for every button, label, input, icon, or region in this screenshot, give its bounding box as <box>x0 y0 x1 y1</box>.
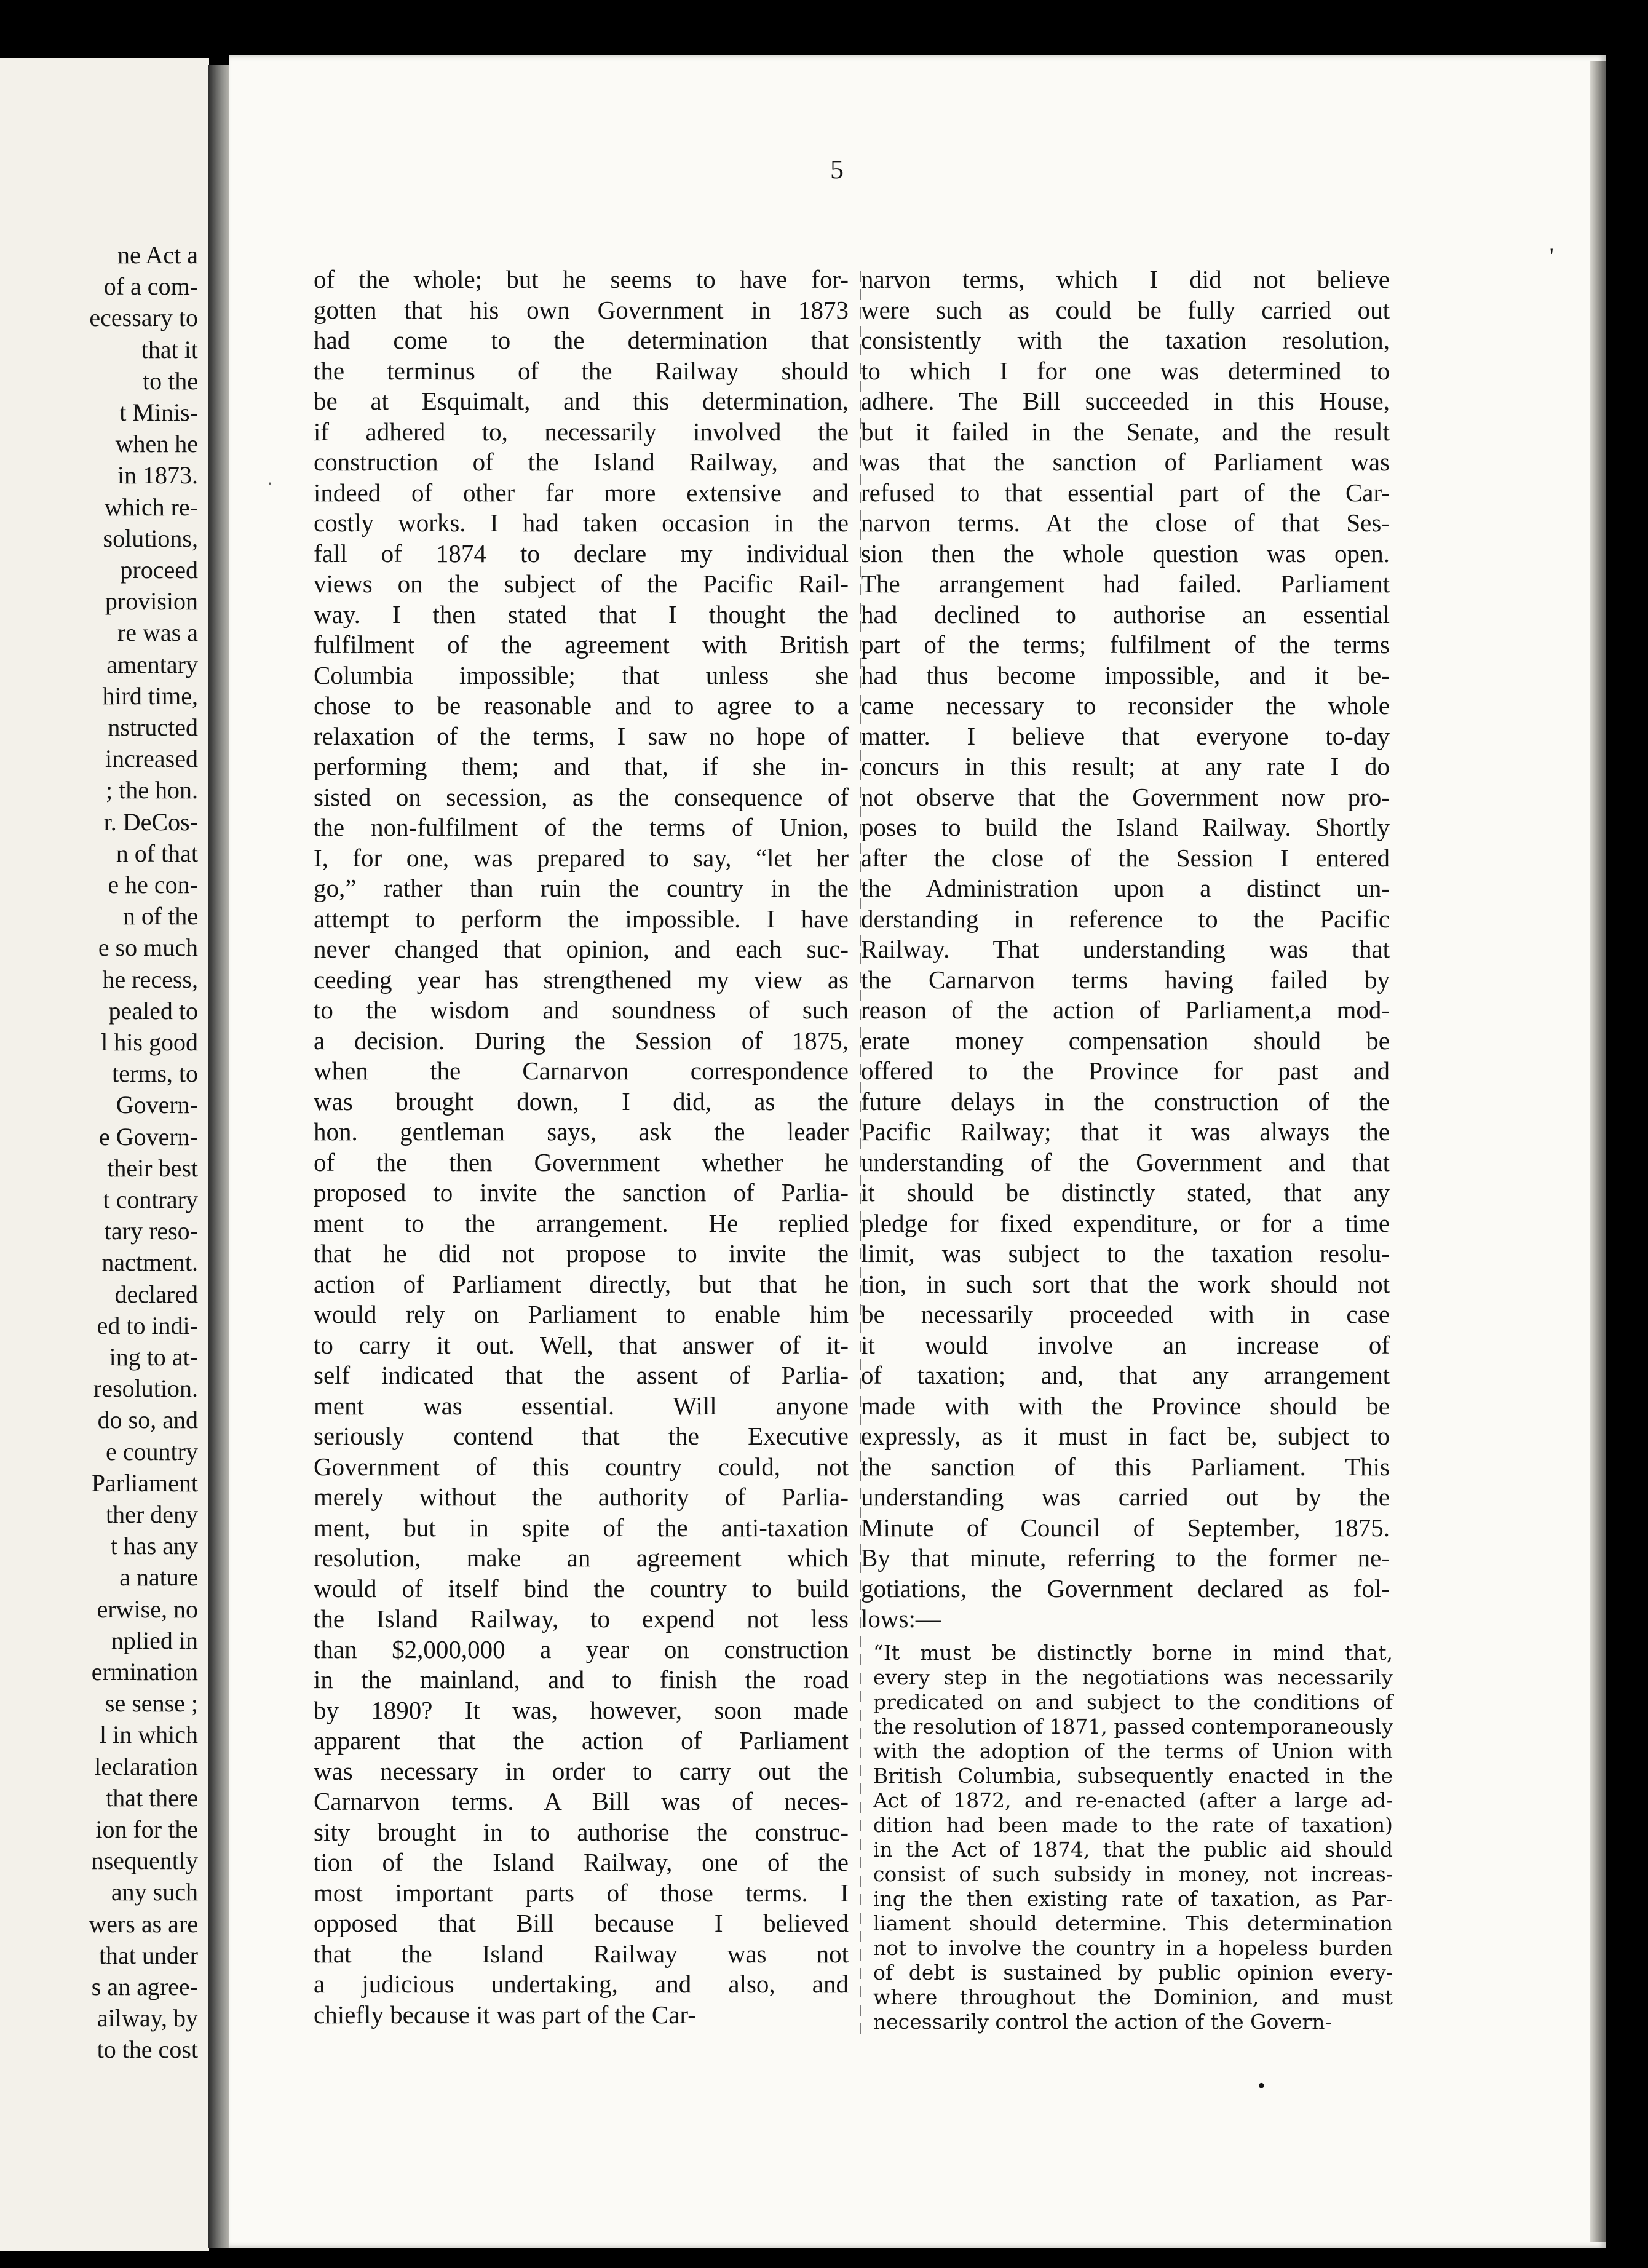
text-line: ceeding year has strengthened my view as <box>314 965 849 994</box>
text-line: chiefly because it was part of the Car- <box>314 2000 696 2029</box>
text-line: construction of the Island Railway, and <box>314 448 849 476</box>
text-line: consistently with the taxation resolution, <box>861 326 1390 354</box>
fragment-line: wers as are <box>89 1909 198 1938</box>
text-line: of the whole; but he seems to have for- <box>314 265 849 293</box>
quote-line: where throughout the Dominion, and must <box>873 1985 1393 2009</box>
fragment-line: ther deny <box>106 1501 198 1528</box>
quote-line: with the adoption of the terms of Union with <box>873 1739 1393 1763</box>
text-line: Railway. That understanding was that <box>861 935 1390 963</box>
fragment-line: t has any <box>110 1532 198 1560</box>
text-line: action of Parliament directly, but that he <box>314 1269 849 1298</box>
fragment-line: t contrary <box>103 1186 198 1213</box>
fragment-line: nsequently <box>91 1847 198 1875</box>
ink-speck: ' <box>1550 244 1554 268</box>
fragment-line: leclaration <box>94 1752 198 1780</box>
text-line: tion, in such sort that the work should not <box>861 1269 1390 1298</box>
text-line: Carnarvon terms. A Bill was of neces- <box>314 1787 849 1815</box>
text-line: in the mainland, and to finish the road <box>314 1665 849 1694</box>
quote-line: of debt is sustained by public opinion every- <box>873 1961 1393 1984</box>
fragment-line: ion for the <box>95 1815 198 1843</box>
text-line: merely without the authority of Parlia- <box>314 1483 849 1511</box>
text-line: resolution, make an agreement which <box>314 1544 849 1572</box>
quote-line: dition had been made to the rate of taxation) <box>873 1813 1393 1837</box>
fragment-line: n of that <box>116 839 198 867</box>
text-line: was brought down, I did, as the <box>314 1087 849 1116</box>
fragment-line: tary reso- <box>104 1217 198 1245</box>
text-line: that the Island Railway was not <box>314 1939 849 1968</box>
quote-line: not to involve the country in a hopeless burden <box>873 1936 1393 1960</box>
text-line: than $2,000,000 a year on construction <box>314 1635 849 1663</box>
text-line: matter. I believe that everyone to-day <box>861 721 1390 750</box>
fragment-line: in 1873. <box>117 461 198 490</box>
text-line: sisted on secession, as the consequence of <box>314 782 849 811</box>
text-line: of the then Government whether he <box>314 1148 849 1176</box>
text-line: not observe that the Government now pro- <box>861 782 1390 811</box>
text-line: proposed to invite the sanction of Parlia- <box>314 1178 849 1207</box>
quote-line: necessarily control the action of the Govern- <box>873 2010 1332 2034</box>
fragment-line: that it <box>141 335 198 363</box>
text-line: to the wisdom and soundness of such <box>314 996 849 1024</box>
text-line: most important parts of those terms. I <box>314 1878 849 1907</box>
text-line: the non-fulfilment of the terms of Union, <box>314 813 849 841</box>
quote-line: consist of such subsidy in money, not increas- <box>873 1862 1393 1886</box>
text-line: if adhered to, necessarily involved the <box>314 417 849 446</box>
text-line: seriously contend that the Executive <box>314 1422 849 1450</box>
fragment-line: re was a <box>117 619 198 647</box>
quote-line: predicated on and subject to the conditions of <box>873 1690 1393 1714</box>
text-line: Government of this country could, not <box>314 1452 849 1481</box>
fragment-line: ; the hon. <box>106 776 198 804</box>
text-line: Minute of Council of September, 1875. <box>861 1513 1390 1542</box>
text-line: fall of 1874 to declare my individual <box>314 539 849 568</box>
text-line: understanding was carried out by the <box>861 1483 1390 1511</box>
text-line: erate money compensation should be <box>861 1026 1390 1055</box>
fragment-line: e country <box>106 1437 198 1465</box>
quote-line: British Columbia, subsequently enacted in the <box>873 1764 1393 1788</box>
text-line: fulfilment of the agreement with British <box>314 630 849 659</box>
facing-page-fragment <box>0 58 209 2251</box>
text-line: it should be distinctly stated, that any <box>861 1178 1390 1207</box>
text-column-left <box>314 264 849 2030</box>
fragment-line: ermination <box>91 1658 198 1686</box>
text-line: a decision. During the Session of 1875, <box>314 1026 849 1055</box>
fragment-line: e he con- <box>108 871 198 898</box>
fragment-line: that under <box>98 1941 198 1969</box>
fragment-line: r. DeCos- <box>103 807 198 836</box>
text-line: offered to the Province for past and <box>861 1057 1390 1085</box>
fragment-line: Govern- <box>116 1091 198 1119</box>
text-line: attempt to perform the impossible. I have <box>314 904 849 933</box>
text-line: ment to the arrangement. He replied <box>314 1208 849 1237</box>
fragment-line: e Govern- <box>98 1122 198 1151</box>
text-line: had come to the determination that <box>314 326 849 354</box>
text-line: were such as could be fully carried out <box>861 295 1390 324</box>
quote-line: liament should determine. This determination <box>873 1911 1393 1935</box>
quote-line: in the Act of 1874, that the public aid should <box>873 1838 1393 1862</box>
fragment-line: pealed to <box>108 996 198 1025</box>
text-column-right <box>861 264 1390 1635</box>
text-line: the Administration upon a distinct un- <box>861 874 1390 902</box>
text-line: part of the terms; fulfilment of the terms <box>861 630 1390 659</box>
page-number: 5 <box>830 154 844 184</box>
fragment-line: ailway, by <box>97 2004 198 2032</box>
text-line: when the Carnarvon correspondence <box>314 1057 849 1085</box>
text-line: the Island Railway, to expend not less <box>314 1604 849 1633</box>
text-line: ment was essential. Will anyone <box>314 1391 849 1420</box>
text-line: be at Esquimalt, and this determination, <box>314 387 849 415</box>
fragment-line: nactment. <box>101 1248 198 1277</box>
quote-line: ing the then existing rate of taxation, as Par- <box>873 1887 1393 1911</box>
fragment-line: ne Act a <box>117 241 198 269</box>
text-line: ment, but in spite of the anti-taxation <box>314 1513 849 1542</box>
text-line: pledge for fixed expenditure, or for a time <box>861 1208 1390 1237</box>
text-line: to carry it out. Well, that answer of it- <box>314 1330 849 1359</box>
text-line: self indicated that the assent of Parlia- <box>314 1361 849 1389</box>
text-line: By that minute, referring to the former ne- <box>861 1544 1390 1572</box>
text-line: was that the sanction of Parliament was <box>861 448 1390 476</box>
page-edge <box>1590 61 1606 2242</box>
quote-line: Act of 1872, and re-enacted (after a large ad- <box>873 1788 1393 1812</box>
text-line: the Carnarvon terms having failed by <box>861 965 1390 994</box>
text-line: narvon terms. At the close of that Ses- <box>861 509 1390 537</box>
text-line: indeed of other far more extensive and <box>314 478 849 507</box>
fragment-line: that there <box>106 1783 198 1812</box>
fragment-line: Parliament <box>91 1469 198 1497</box>
text-line: but it failed in the Senate, and the result <box>861 417 1390 446</box>
text-line: way. I then stated that I thought the <box>314 600 849 628</box>
fragment-line: amentary <box>106 650 198 678</box>
text-line: expressly, as it must in fact be, subject to <box>861 1422 1390 1450</box>
text-line: never changed that opinion, and each suc- <box>314 935 849 963</box>
text-line: of taxation; and, that any arrangement <box>861 1361 1390 1389</box>
fragment-line: erwise, no <box>97 1595 198 1623</box>
text-line: gotiations, the Government declared as fol- <box>861 1574 1390 1603</box>
text-line: would of itself bind the country to build <box>314 1574 849 1603</box>
fragment-line: nplied in <box>111 1626 198 1654</box>
text-line: The arrangement had failed. Parliament <box>861 569 1390 598</box>
text-line: the terminus of the Railway should <box>314 356 849 385</box>
text-line: reason of the action of Parliament,a mod- <box>861 996 1390 1024</box>
text-line: Pacific Railway; that it was always the <box>861 1117 1390 1146</box>
fragment-line: s an agree- <box>91 1973 198 2000</box>
text-line: that he did not propose to invite the <box>314 1239 849 1267</box>
fragment-line: solutions, <box>103 524 198 552</box>
fragment-line: he recess, <box>102 965 198 993</box>
fragment-line: ing to at- <box>109 1343 198 1371</box>
block-quotation <box>873 1641 1393 2034</box>
fragment-line: to the cost <box>97 2036 198 2064</box>
text-line: concurs in this result; at any rate I do <box>861 752 1390 780</box>
text-line: refused to that essential part of the Car- <box>861 478 1390 507</box>
text-line: poses to build the Island Railway. Shortly <box>861 813 1390 841</box>
text-line: had thus become impossible, and it be- <box>861 660 1390 689</box>
text-line: narvon terms, which I did not believe <box>861 265 1390 293</box>
text-line: understanding of the Government and that <box>861 1148 1390 1176</box>
fragment-line: of a com- <box>103 272 198 301</box>
fragment-line: provision <box>105 587 198 616</box>
fragment-line: a nature <box>119 1563 198 1592</box>
text-line: sion then the whole question was open. <box>861 539 1390 568</box>
fragment-line: se sense ; <box>105 1689 198 1718</box>
fragment-line: to the <box>143 367 198 395</box>
fragment-line: ed to indi- <box>97 1311 198 1339</box>
text-line: be necessarily proceeded with in case <box>861 1300 1390 1328</box>
text-line: gotten that his own Government in 1873 <box>314 295 849 324</box>
fragment-line: e so much <box>98 934 198 962</box>
text-line: was necessary in order to carry out the <box>314 1756 849 1785</box>
fragment-line: n of the <box>122 902 198 930</box>
fragment-line: any such <box>111 1878 198 1906</box>
text-line: opposed that Bill because I believed <box>314 1909 849 1937</box>
text-line: Columbia impossible; that unless she <box>314 660 849 689</box>
fragment-line: terms, to <box>112 1060 198 1088</box>
quote-line: every step in the negotiations was necessarily <box>873 1665 1393 1689</box>
fragment-line: hird time, <box>102 681 198 710</box>
text-line: relaxation of the terms, I saw no hope of <box>314 721 849 750</box>
text-line: it would involve an increase of <box>861 1330 1390 1359</box>
text-line: tion of the Island Railway, one of the <box>314 1848 849 1876</box>
text-line: views on the subject of the Pacific Rail- <box>314 569 849 598</box>
text-line: go,” rather than ruin the country in the <box>314 874 849 902</box>
fragment-line: l in which <box>100 1721 198 1749</box>
text-line: I, for one, was prepared to say, “let her <box>314 843 849 872</box>
fragment-line: when he <box>115 430 198 458</box>
text-line: limit, was subject to the taxation resolu- <box>861 1239 1390 1267</box>
fragment-line: increased <box>105 745 198 773</box>
fragment-line: do so, and <box>97 1406 198 1434</box>
text-line: after the close of the Session I entered <box>861 843 1390 872</box>
text-line: to which I for one was determined to <box>861 356 1390 385</box>
text-line: adhere. The Bill succeeded in this House, <box>861 387 1390 415</box>
text-line: lows:— <box>861 1604 941 1633</box>
text-line: sity brought in to authorise the construc- <box>314 1817 849 1846</box>
text-line: performing them; and that, if she in- <box>314 752 849 780</box>
text-line: chose to be reasonable and to agree to a <box>314 691 849 720</box>
text-line: by 1890? It was, however, soon made <box>314 1695 849 1724</box>
fragment-line: ecessary to <box>89 304 198 332</box>
text-line: apparent that the action of Parliament <box>314 1726 849 1755</box>
margin-mark: · <box>267 474 273 494</box>
fragment-line: which re- <box>104 493 198 521</box>
text-line: hon. gentleman says, ask the leader <box>314 1117 849 1146</box>
ink-speck: • <box>1258 2073 1266 2098</box>
text-line: costly works. I had taken occasion in the <box>314 509 849 537</box>
text-line: made with with the Province should be <box>861 1391 1390 1420</box>
fragment-line: their best <box>107 1154 198 1182</box>
quote-line: the resolution of 1871, passed contemporaneously <box>873 1715 1393 1739</box>
fragment-line: proceed <box>120 556 198 584</box>
quote-line: “It must be distinctly borne in mind that, <box>873 1641 1393 1665</box>
text-line: a judicious undertaking, and also, and <box>314 1970 849 1998</box>
fragment-line: t Minis- <box>119 398 198 426</box>
fragment-line: resolution. <box>93 1374 198 1403</box>
text-line: future delays in the construction of the <box>861 1087 1390 1116</box>
fragment-line: nstructed <box>108 713 198 741</box>
text-line: derstanding in reference to the Pacific <box>861 904 1390 933</box>
text-line: would rely on Parliament to enable him <box>314 1300 849 1328</box>
text-line: came necessary to reconsider the whole <box>861 691 1390 720</box>
fragment-line: declared <box>114 1280 198 1308</box>
fragment-line: l his good <box>101 1028 198 1056</box>
text-line: had declined to authorise an essential <box>861 600 1390 628</box>
text-line: the sanction of this Parliament. This <box>861 1452 1390 1481</box>
